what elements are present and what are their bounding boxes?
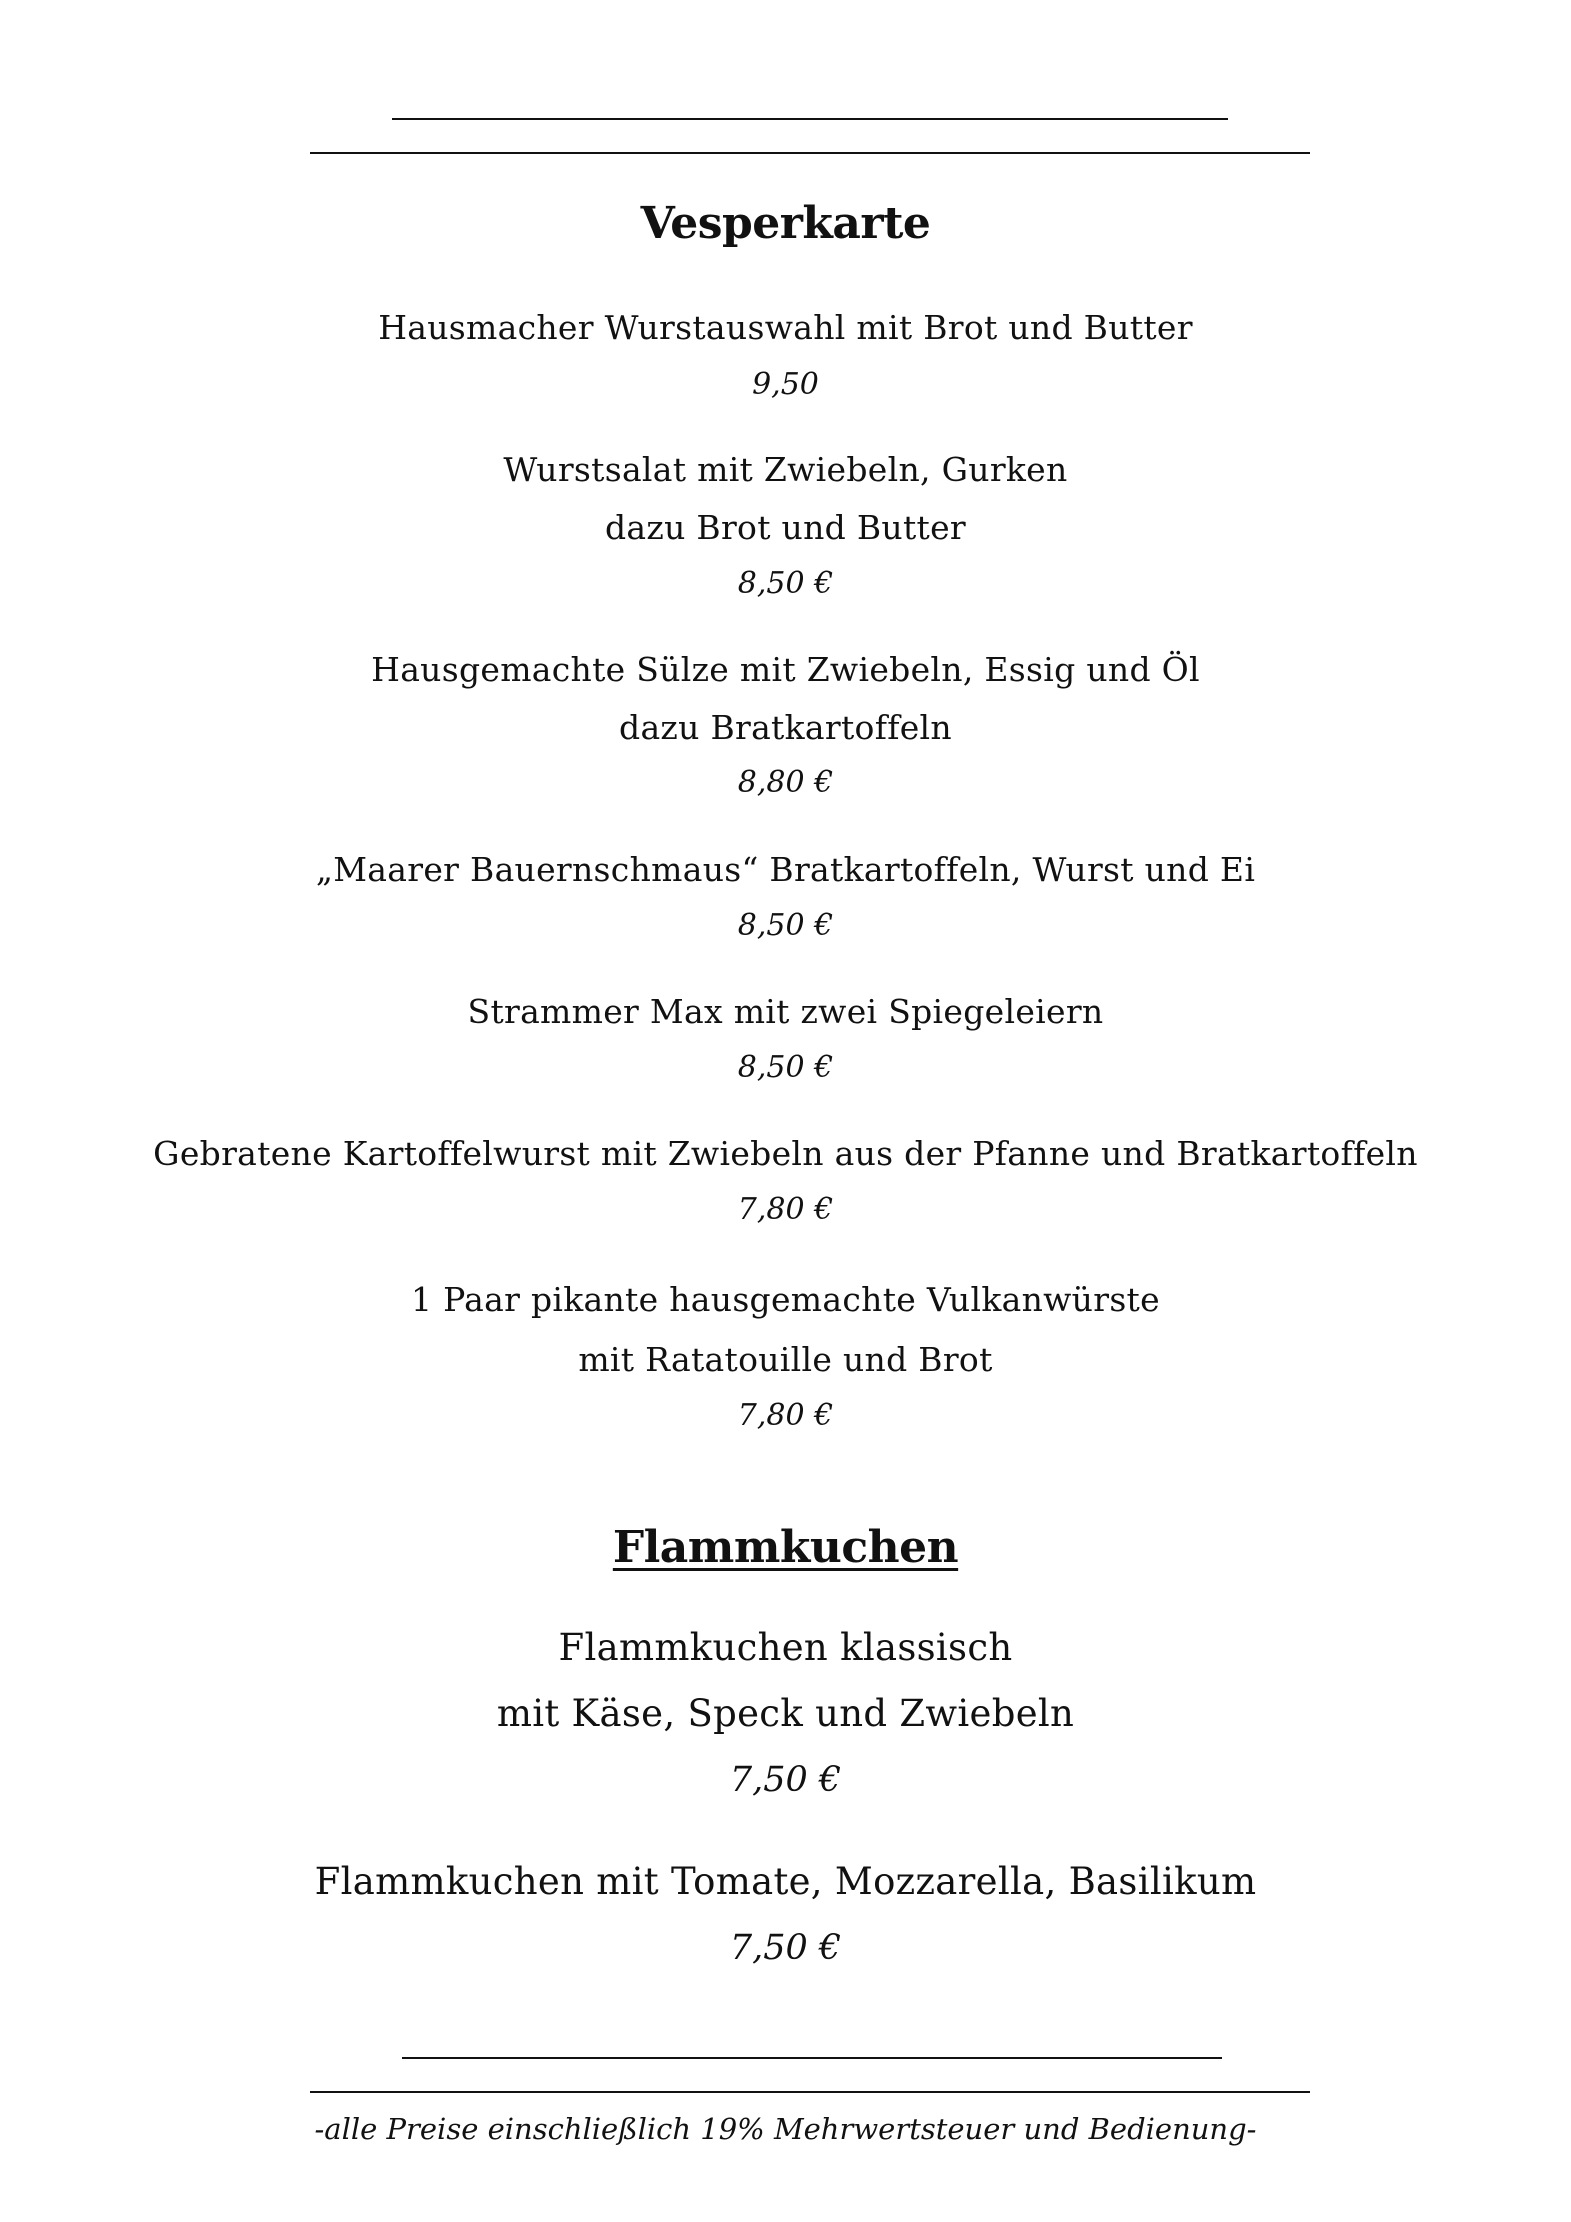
- bottom-divider-long: [310, 2091, 1310, 2093]
- vesper-item-7-line-2: mit Ratatouille und Brot: [578, 1340, 993, 1379]
- vesper-item-3-line-1: Hausgemachte Sülze mit Zwiebeln, Essig und Öl: [371, 650, 1200, 689]
- vesper-item-5-price: 8,50 €: [737, 1050, 834, 1085]
- vesper-item-6-line-1: Gebratene Kartoffelwurst mit Zwiebeln aus der Pfanne und Bratkartoffeln: [153, 1134, 1418, 1173]
- vesper-item-6-price: 7,80 €: [737, 1192, 834, 1227]
- flammkuchen-section-title: Flammkuchen: [612, 1522, 959, 1573]
- flammkuchen-item-1-price: 7,50 €: [729, 1760, 842, 1800]
- vesper-item-7-line-1: 1 Paar pikante hausgemachte Vulkanwürste: [411, 1280, 1160, 1319]
- price-footnote: -alle Preise einschließlich 19% Mehrwertsteuer und Bedienung-: [314, 2112, 1257, 2146]
- vesper-section-title: Vesperkarte: [640, 198, 931, 249]
- vesper-item-2-line-2: dazu Brot und Butter: [604, 508, 967, 547]
- vesper-item-3-price: 8,80 €: [737, 765, 834, 800]
- vesper-item-5-line-1: Strammer Max mit zwei Spiegeleiern: [467, 992, 1104, 1031]
- vesper-item-1-price: 9,50: [752, 367, 819, 402]
- bottom-divider-short: [402, 2057, 1222, 2059]
- vesper-item-1-line-1: Hausmacher Wurstauswahl mit Brot und Butter: [378, 308, 1193, 347]
- flammkuchen-item-2-line-1: Flammkuchen mit Tomate, Mozzarella, Basilikum: [314, 1860, 1257, 1903]
- flammkuchen-item-1-line-1: Flammkuchen klassisch: [558, 1626, 1013, 1669]
- vesper-item-2-price: 8,50 €: [737, 566, 834, 601]
- top-divider-long: [310, 152, 1310, 154]
- vesper-item-2-line-1: Wurstsalat mit Zwiebeln, Gurken: [503, 450, 1068, 489]
- top-divider-short: [392, 118, 1228, 120]
- vesper-item-4-line-1: „Maarer Bauernschmaus“ Bratkartoffeln, Wurst und Ei: [315, 850, 1256, 889]
- vesper-item-3-line-2: dazu Bratkartoffeln: [619, 708, 952, 747]
- vesper-item-7-price: 7,80 €: [737, 1398, 834, 1433]
- vesper-item-4-price: 8,50 €: [737, 908, 834, 943]
- flammkuchen-item-1-line-2: mit Käse, Speck und Zwiebeln: [496, 1692, 1075, 1735]
- flammkuchen-item-2-price: 7,50 €: [729, 1928, 842, 1968]
